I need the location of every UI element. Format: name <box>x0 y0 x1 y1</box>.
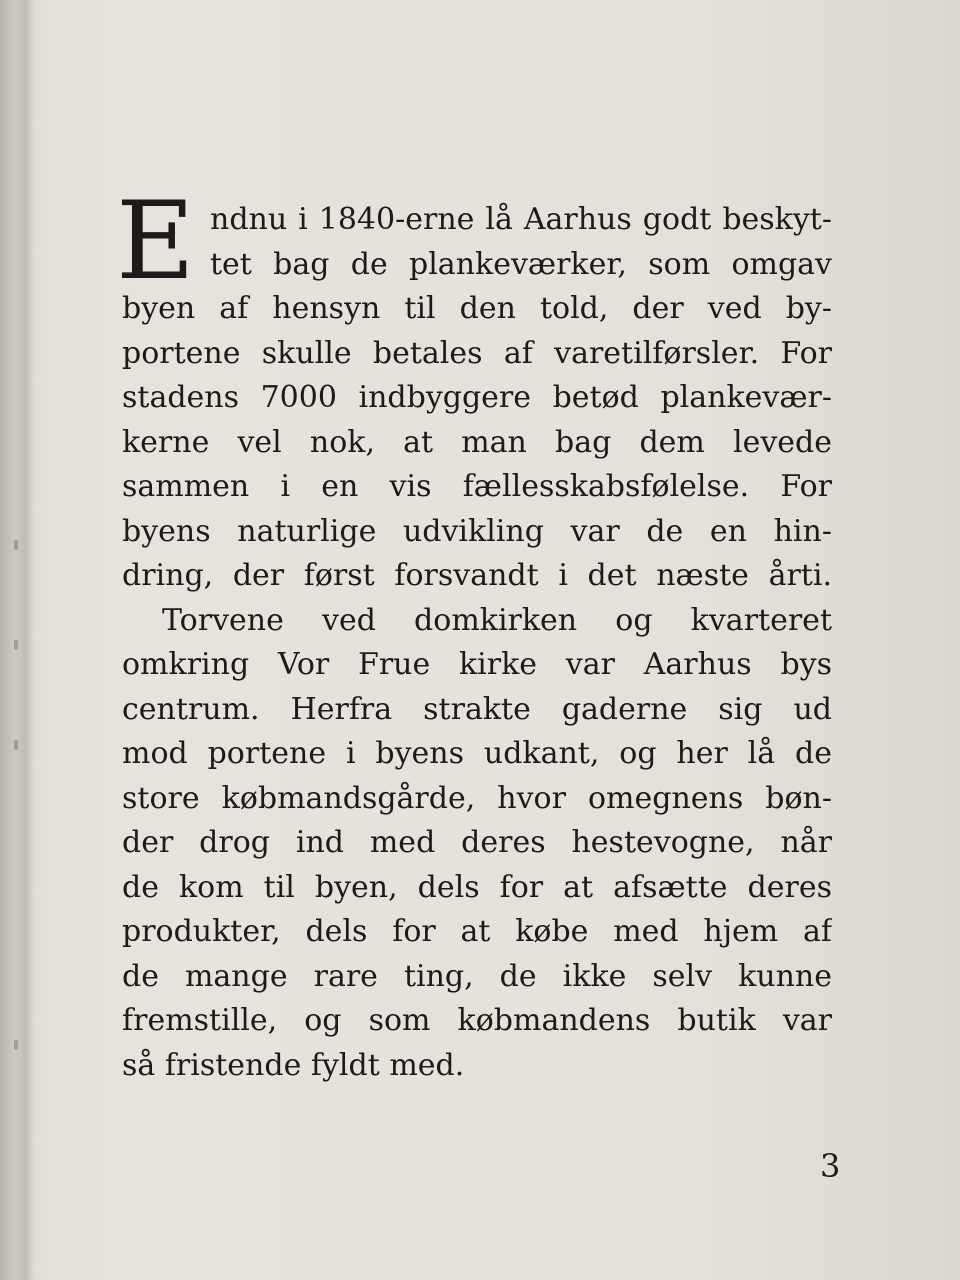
text-line: byen af hensyn til den told, der ved by- <box>122 291 832 326</box>
binding-stitch <box>14 540 18 550</box>
text-line: de kom til byen, dels for at afsætte deres <box>122 869 832 905</box>
text-line: mod portene i byens udkant, og her lå de <box>122 736 832 771</box>
text-line: centrum. Herfra strakte gaderne sig ud <box>122 691 832 727</box>
text-line: så fristende fyldt med. <box>122 1047 465 1083</box>
text-line: byens naturlige udvikling var de en hin- <box>122 513 832 549</box>
text-line: produkter, dels for at købe med hjem af <box>122 914 832 949</box>
text-line: ndnu i 1840-erne lå Aarhus godt beskyt- <box>210 202 832 237</box>
binding-stitch <box>14 740 18 750</box>
text-line: omkring Vor Frue kirke var Aarhus bys <box>122 647 832 682</box>
text-line: der drog ind med deres hestevogne, når <box>122 825 832 860</box>
text-line: fremstille, og som købmandens butik var <box>122 1003 832 1038</box>
binding-stitch <box>14 640 18 650</box>
text-line: dring, der først forsvandt i det næste årti. <box>122 558 832 593</box>
page-number: 3 <box>820 1147 841 1185</box>
text-line: sammen i en vis fællesskabsfølelse. For <box>122 469 832 504</box>
text-line: store købmandsgårde, hvor omegnens bøn- <box>122 780 832 816</box>
text-line: kerne vel nok, at man bag dem levede <box>122 424 832 460</box>
binding-gutter <box>0 0 40 1280</box>
binding-stitch <box>14 1040 18 1050</box>
text-line: portene skulle betales af varetilførsler. For <box>122 335 832 371</box>
text-line: Torvene ved domkirken og kvarteret <box>162 602 832 638</box>
body-text <box>122 198 832 1088</box>
text-line: tet bag de plankeværker, som omgav <box>210 246 832 282</box>
text-line: de mange rare ting, de ikke selv kunne <box>122 958 832 994</box>
drop-cap: E <box>116 179 195 304</box>
text-line: stadens 7000 indbyggere betød plankevær- <box>122 380 832 415</box>
